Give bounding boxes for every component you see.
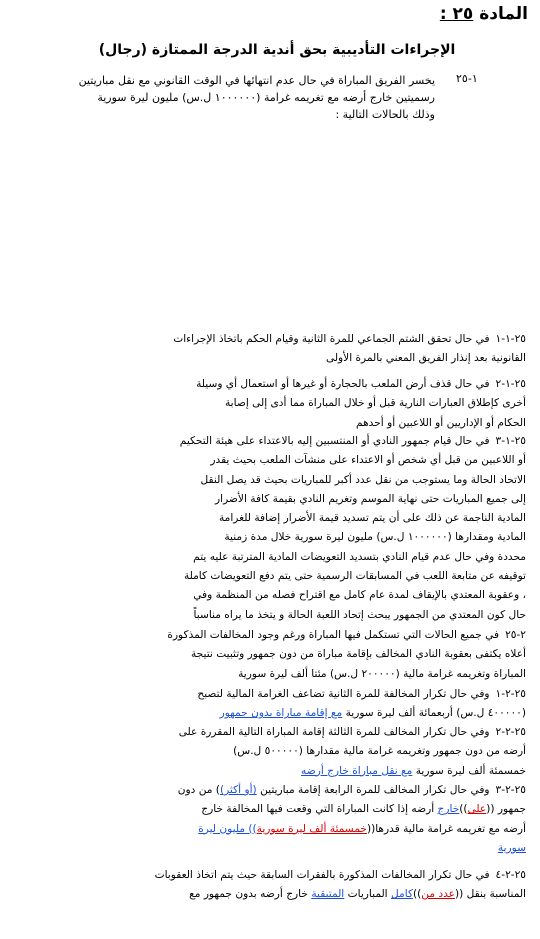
document-title: الإجراءات التأديبية بحق أندية الدرجة الممتازة (رجال) xyxy=(98,42,456,58)
clause-text: ) من دون xyxy=(177,784,220,796)
clause-line xyxy=(40,820,526,839)
clause-line: الحكام أو الإداريين أو اللاعبين أو أحدهم xyxy=(356,416,526,429)
clause-text: في حال قيام جمهور النادي أو المنتسبين إليه بالاعتداء على هيئة التحكيم xyxy=(179,435,490,447)
inserted-text: خارج xyxy=(437,803,460,816)
clause-text: المباريات xyxy=(347,888,388,901)
clause-line: المباراة وتغريمه غرامة مالية (٢٠٠٠٠٠ ل.س) مئتا ألف ليرة سورية xyxy=(238,667,526,680)
intro-line: يخسر الفريق المباراة في حال عدم انتهائها في الوقت القانوني مع نقل مباريتين xyxy=(78,74,435,87)
inserted-text: (أو أكثر) xyxy=(219,784,257,796)
clause-line: القانونية بعد إنذار الفريق المعني بالمرة الأولى xyxy=(325,352,526,365)
clause-line: أخرى كإطلاق العبارات النارية قبل أو خلال المباراة مما أدى إلى إصابة xyxy=(224,397,526,410)
clause-line: الاتحاد الحالة وما يستوجب من نقل عدد أكبر للمباريات بحيث قد يصل النقل xyxy=(200,473,526,486)
clause-text: جمهور (( xyxy=(486,803,526,816)
clause-text: في حال تحقق الشتم الجماعي للمرة الثانية وقيام الحكم باتخاذ الإجراءات xyxy=(173,333,490,345)
clause-line: حال كون المعتدي من الجمهور يبحث إتحاد اللعبة الحالة و يتخذ ما يراه مناسباً xyxy=(193,608,526,621)
deleted-text: على xyxy=(467,803,487,816)
clause-25-2-4 xyxy=(40,866,526,905)
intro-line: رسميتين خارج أرضه مع تغريمه غرامة (١٠٠٠٠٠٠ ل.س) مليون ليرة سورية xyxy=(97,91,435,104)
clause-number: ٢٥-١-٢ xyxy=(495,378,526,390)
clause-text: في جميع الحالات التي تستكمل فيها المباراة ورغم وجود المخالفات المذكورة xyxy=(167,629,500,641)
article-number: ٢٥ : xyxy=(439,4,474,24)
clause-text: أرضه إذا كانت المباراة التي وقعت فيها المخالفة خارج xyxy=(201,803,435,816)
clause-number: ٢٥-٢-٤ xyxy=(495,869,526,881)
clause-text: وفي حال تكرار المخالفة للمرة الثانية تضاعف الغرامة المالية لتصبح xyxy=(197,688,490,700)
intro-line: وذلك بالحالات التالية : xyxy=(335,108,435,121)
inserted-text: مع إقامة مباراة بدون جمهور xyxy=(219,707,343,720)
clause-line xyxy=(40,781,526,800)
deleted-text: عدد من xyxy=(421,888,455,901)
inserted-text: مع نقل مباراة خارج أرضه xyxy=(301,764,413,777)
clause-25-1-2 xyxy=(40,375,526,433)
clause-text: خمسمئة ألف ليرة سورية xyxy=(415,764,526,777)
clause-text: )) xyxy=(412,888,422,901)
clause-25-2-1 xyxy=(40,685,526,724)
clause-text: في حال تكرار المخالفات المذكورة بالفقرات السابقة حيث يتم اتخاذ العقوبات xyxy=(154,869,490,881)
clause-number: ٢٥-٢-٣ xyxy=(495,784,526,796)
clause-line: ، وعقوبة المعتدي بالإيقاف لمدة عام كامل مع اقتراح فصله من المنظمة وفي xyxy=(193,589,526,602)
clause-line xyxy=(40,723,526,742)
inserted-text: كامل xyxy=(391,888,413,901)
intro-clause xyxy=(60,72,435,123)
clause-number: ٢٥-١-٣ xyxy=(495,435,526,447)
clause-25-1-1 xyxy=(40,330,526,369)
clause-line xyxy=(40,839,526,858)
clause-number: ٢٥-١-١ xyxy=(495,333,526,345)
clause-number: ٢٥-٢-١ xyxy=(495,688,526,700)
clause-line xyxy=(40,626,526,645)
clause-line xyxy=(40,800,526,819)
clause-line xyxy=(40,375,526,394)
article-label: المادة xyxy=(479,4,528,24)
clause-line xyxy=(40,432,526,451)
clause-25-2-3 xyxy=(40,781,526,858)
clause-line: المادية ومقدارها (١٠٠٠٠٠٠ ل.س) مليون ليرة سورية خلال مدة زمنية xyxy=(224,531,526,544)
clause-25-2-2 xyxy=(40,723,526,781)
clause-line xyxy=(40,885,526,904)
clause-line: إلى جميع المباريات حتى نهاية الموسم وتغريم النادي بقيمة كافة الأضرار xyxy=(215,492,526,505)
clause-line: المادية الناجمة عن ذلك على أن يتم تسديد قيمة الأضرار إضافة للغرامة xyxy=(218,512,526,525)
clause-25-2 xyxy=(40,626,526,684)
clause-text: وفي حال تكرار المخالف للمرة الرابعة إقامة مباريتين xyxy=(260,784,490,796)
article-heading xyxy=(440,4,528,24)
clause-line xyxy=(40,330,526,349)
intro-clause-number: ١-٢٥ xyxy=(456,72,478,85)
inserted-text: )) مليون ليرة xyxy=(198,822,257,835)
clause-line xyxy=(40,762,526,781)
clause-line xyxy=(40,866,526,885)
clause-text: في حال قذف أرض الملعب بالحجارة أو غيرها أو استعمال أي وسيلة xyxy=(196,378,490,390)
clause-number: ٢٥-٢-٢ xyxy=(495,726,526,738)
clause-text: (٤٠٠٠٠٠ ل.س) أربعمائة ألف ليرة سورية xyxy=(345,707,526,720)
clause-text: أرضه مع تغريمه غرامة مالية قدرها(( xyxy=(366,822,526,835)
clause-line: أعلاه يكتفى بعقوبة النادي المخالف بإقامة مباراة من دون جمهور وتثبيت نتيجة xyxy=(191,648,526,661)
clause-25-1-3 xyxy=(40,432,526,625)
inserted-text: المتبقية xyxy=(311,888,345,901)
clause-text: المناسبة بنقل (( xyxy=(454,888,526,901)
clause-number: ٢-٢٥ xyxy=(505,629,526,641)
clause-line: محددة وفي حال عدم قيام النادي بتسديد التعويضات المادية المترتبة عليه يتم xyxy=(193,550,526,563)
clause-line: توقيفه عن متابعة اللعب في المسابقات الرسمية حتى يتم دفع التعويضات كاملة xyxy=(183,570,526,583)
clause-text: )) xyxy=(459,803,468,816)
clause-text: وفي حال تكرار المخالف للمرة الثالثة إقامة المباراة التالية المقررة على xyxy=(178,726,490,738)
clause-line xyxy=(40,704,526,723)
deleted-text: خمسمئة ألف ليرة سورية xyxy=(256,822,367,835)
inserted-text: سورية xyxy=(497,841,526,854)
clause-line xyxy=(40,685,526,704)
clause-line: أرضه من دون جمهور وتغريمه غرامة مالية مقدارها (٥٠٠٠٠٠ ل.س) xyxy=(233,745,526,758)
clause-line: أو اللاعبين من قبل أي شخص أو الاعتداء على منشآت الملعب بحيث يقدر xyxy=(210,454,526,467)
clause-text: خارج أرضه بدون جمهور مع xyxy=(189,888,308,901)
